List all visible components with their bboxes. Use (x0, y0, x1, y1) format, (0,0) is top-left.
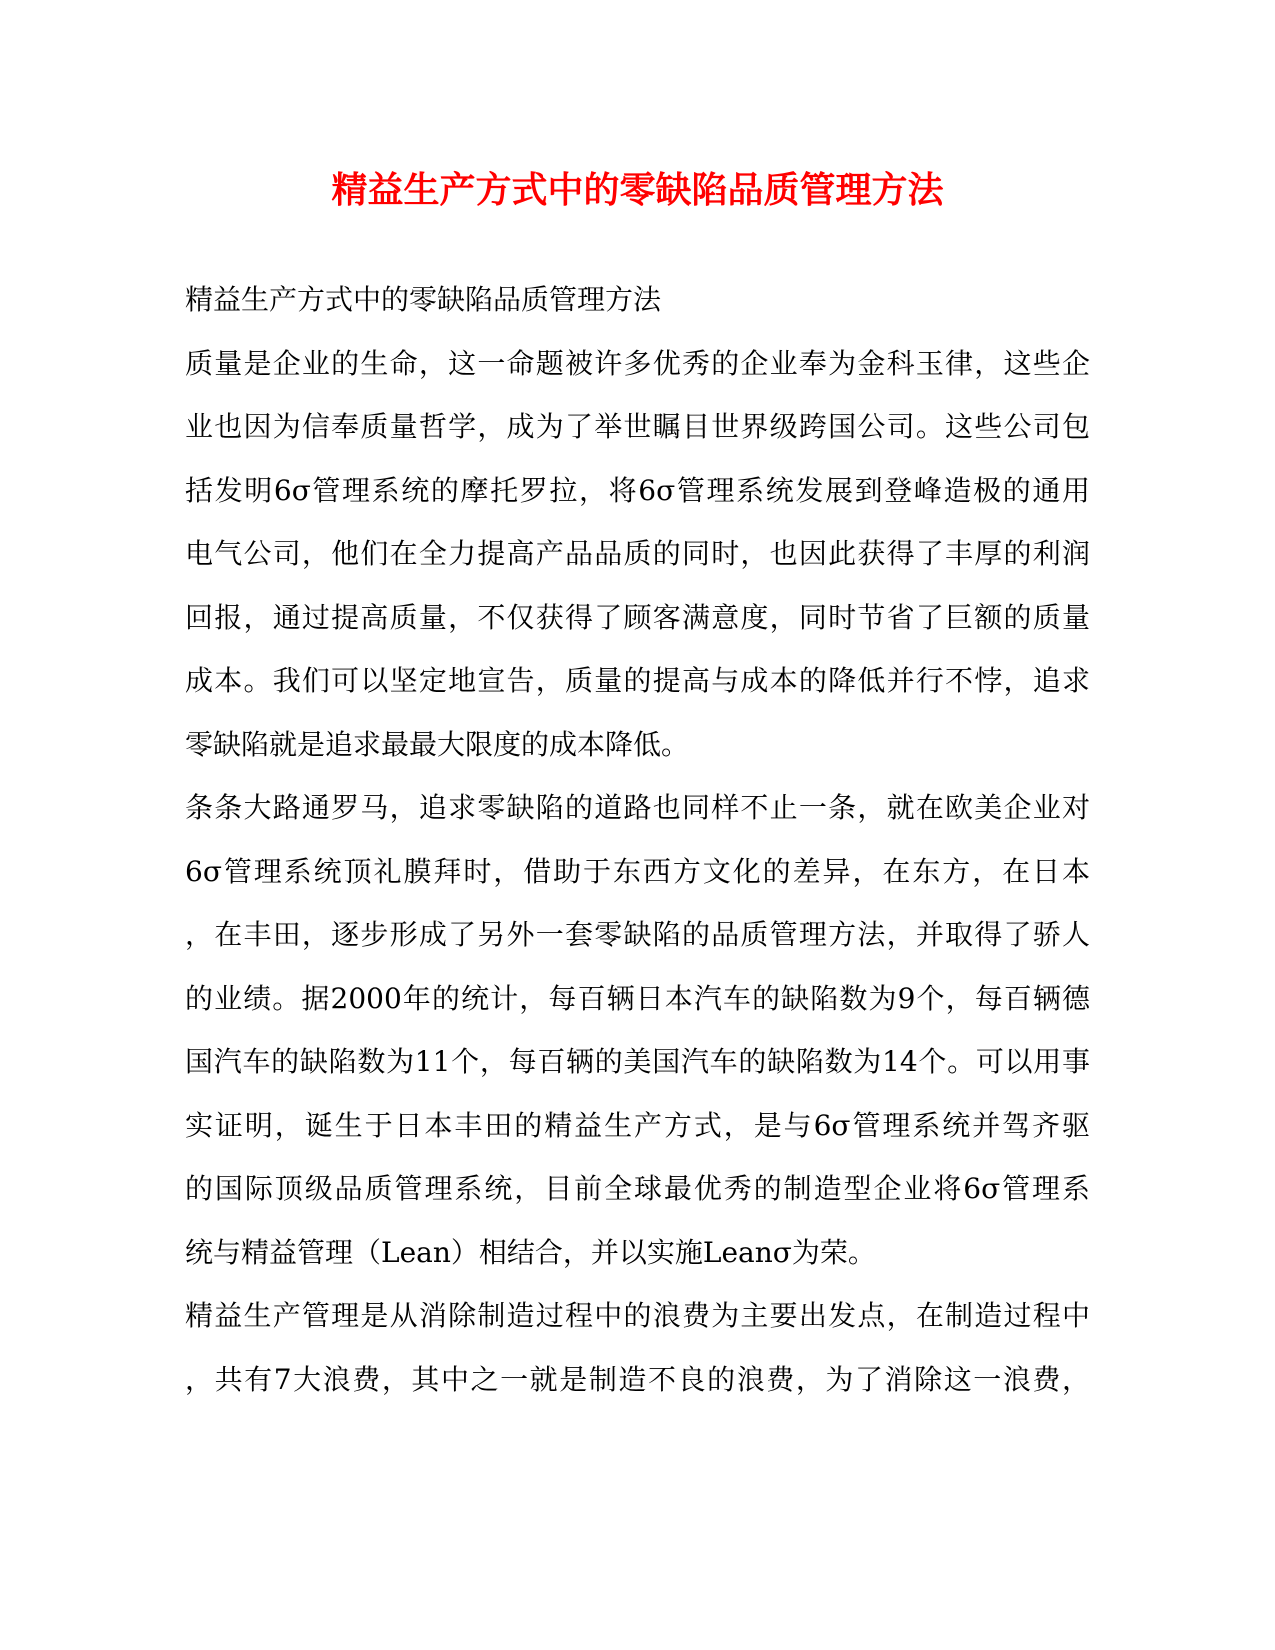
paragraph-line: ，在丰田，逐步形成了另外一套零缺陷的品质管理方法，并取得了骄人 (185, 920, 1090, 951)
paragraph-line: ，共有7大浪费，其中之一就是制造不良的浪费，为了消除这一浪费， (185, 1364, 1090, 1396)
paragraph-line: 回报，通过提高质量，不仅获得了顾客满意度，同时节省了巨额的质量 (185, 602, 1090, 634)
subtitle-line: 精益生产方式中的零缺陷品质管理方法 (185, 285, 662, 316)
paragraph-line: 实证明，诞生于日本丰田的精益生产方式，是与6σ管理系统并驾齐驱 (185, 1110, 1090, 1142)
paragraph-line: 精益生产管理是从消除制造过程中的浪费为主要出发点，在制造过程中 (185, 1301, 1090, 1332)
paragraph-line: 统与精益管理（Lean）相结合，并以实施Leanσ为荣。 (185, 1237, 876, 1269)
paragraph-line: 6σ管理系统顶礼膜拜时，借助于东西方文化的差异，在东方，在日本 (185, 856, 1090, 888)
paragraph-line: 条条大路通罗马，追求零缺陷的道路也同样不止一条，就在欧美企业对 (185, 793, 1090, 824)
paragraph-line: 质量是企业的生命，这一命题被许多优秀的企业奉为金科玉律，这些企 (185, 348, 1090, 380)
document-body (185, 285, 1090, 1428)
paragraph-line: 括发明6σ管理系统的摩托罗拉，将6σ管理系统发展到登峰造极的通用 (185, 475, 1090, 507)
document-title: 精益生产方式中的零缺陷品质管理方法 (331, 169, 944, 211)
paragraph-line: 零缺陷就是追求最最大限度的成本降低。 (185, 729, 690, 761)
paragraph-line: 成本。我们可以坚定地宣告，质量的提高与成本的降低并行不悖，追求 (185, 666, 1090, 697)
paragraph-line: 国汽车的缺陷数为11个，每百辆的美国汽车的缺陷数为14个。可以用事 (185, 1047, 1090, 1078)
paragraph-line: 业也因为信奉质量哲学，成为了举世瞩目世界级跨国公司。这些公司包 (185, 412, 1090, 443)
paragraph-line: 电气公司，他们在全力提高产品品质的同时，也因此获得了丰厚的利润 (185, 539, 1090, 570)
paragraph-line: 的业绩。据2000年的统计，每百辆日本汽车的缺陷数为9个，每百辆德 (185, 983, 1090, 1015)
paragraph-line: 的国际顶级品质管理系统，目前全球最优秀的制造型企业将6σ管理系 (185, 1174, 1090, 1205)
